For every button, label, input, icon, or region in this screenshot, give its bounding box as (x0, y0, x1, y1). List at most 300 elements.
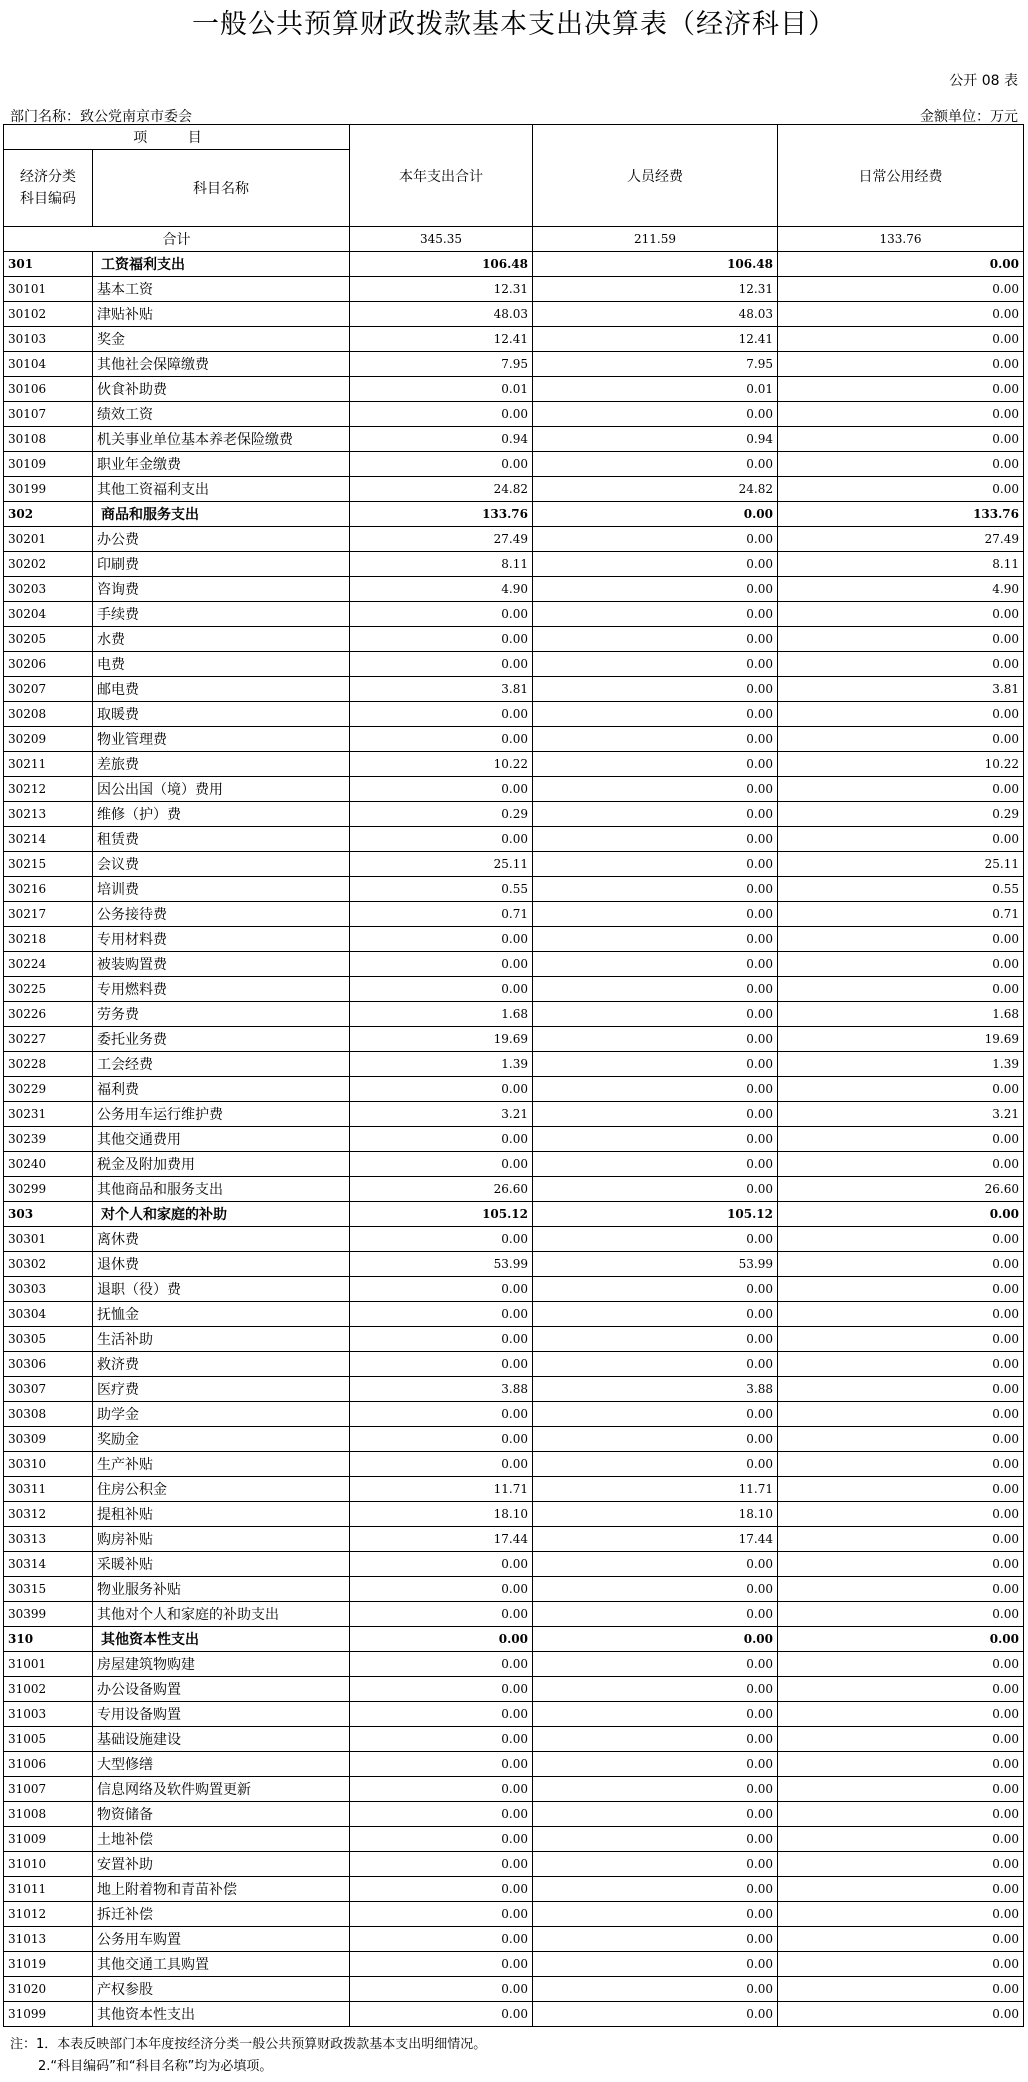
table-row (4, 552, 1024, 577)
row-daily: 1.68 (778, 1002, 1024, 1027)
row-total: 12.31 (350, 277, 533, 302)
row-personnel: 0.00 (533, 1002, 778, 1027)
row-personnel: 0.00 (533, 777, 778, 802)
row-code: 301 (4, 252, 93, 277)
row-daily: 0.00 (778, 827, 1024, 852)
row-name: 其他对个人和家庭的补助支出 (93, 1602, 350, 1627)
row-name: 救济费 (93, 1352, 350, 1377)
row-personnel: 0.00 (533, 1652, 778, 1677)
row-total: 3.88 (350, 1377, 533, 1402)
row-code: 30209 (4, 727, 93, 752)
row-name: 印刷费 (93, 552, 350, 577)
row-total: 0.71 (350, 902, 533, 927)
row-personnel: 53.99 (533, 1252, 778, 1277)
row-personnel: 0.00 (533, 1902, 778, 1927)
row-daily: 0.00 (778, 652, 1024, 677)
row-total: 0.00 (350, 1677, 533, 1702)
row-daily: 0.00 (778, 1077, 1024, 1102)
row-total: 0.00 (350, 1652, 533, 1677)
row-daily: 0.00 (778, 602, 1024, 627)
row-total: 0.00 (350, 1352, 533, 1377)
header-name: 科目名称 (93, 150, 350, 227)
table-row (4, 652, 1024, 677)
row-code: 30229 (4, 1077, 93, 1102)
row-name: 工会经费 (93, 1052, 350, 1077)
row-name: 离休费 (93, 1227, 350, 1252)
row-code: 31001 (4, 1652, 93, 1677)
row-personnel: 105.12 (533, 1202, 778, 1227)
row-code: 30102 (4, 302, 93, 327)
row-name: 其他资本性支出 (93, 1627, 350, 1652)
row-total: 0.00 (350, 1627, 533, 1652)
row-code: 31012 (4, 1902, 93, 1927)
row-daily: 0.00 (778, 302, 1024, 327)
row-name: 其他商品和服务支出 (93, 1177, 350, 1202)
row-total: 0.00 (350, 1902, 533, 1927)
row-personnel: 0.00 (533, 1827, 778, 1852)
row-daily: 0.00 (778, 1827, 1024, 1852)
table-row (4, 1027, 1024, 1052)
row-personnel: 0.00 (533, 1152, 778, 1177)
row-total: 26.60 (350, 1177, 533, 1202)
row-name: 助学金 (93, 1402, 350, 1427)
row-personnel: 0.00 (533, 727, 778, 752)
row-total: 7.95 (350, 352, 533, 377)
row-daily: 0.00 (778, 1727, 1024, 1752)
row-code: 30314 (4, 1552, 93, 1577)
row-personnel: 0.00 (533, 1077, 778, 1102)
row-personnel: 0.00 (533, 852, 778, 877)
row-personnel: 0.00 (533, 1777, 778, 1802)
row-code: 30225 (4, 977, 93, 1002)
amount-unit: 金额单位：万元 (920, 109, 1018, 125)
row-personnel: 0.00 (533, 577, 778, 602)
row-daily: 133.76 (778, 502, 1024, 527)
row-name: 物业管理费 (93, 727, 350, 752)
table-row (4, 1327, 1024, 1352)
row-daily: 0.00 (778, 1977, 1024, 2002)
row-code: 31008 (4, 1802, 93, 1827)
row-daily: 0.00 (778, 1327, 1024, 1352)
table-row (4, 752, 1024, 777)
row-personnel: 0.00 (533, 877, 778, 902)
row-daily: 0.00 (778, 427, 1024, 452)
row-name: 咨询费 (93, 577, 350, 602)
row-daily: 0.00 (778, 1852, 1024, 1877)
row-code: 310 (4, 1627, 93, 1652)
row-personnel: 0.00 (533, 502, 778, 527)
table-row (4, 677, 1024, 702)
row-personnel: 0.00 (533, 677, 778, 702)
row-name: 退休费 (93, 1252, 350, 1277)
table-row (4, 1002, 1024, 1027)
table-row (4, 1927, 1024, 1952)
row-total: 17.44 (350, 1527, 533, 1552)
row-code: 30304 (4, 1302, 93, 1327)
row-personnel: 0.00 (533, 1552, 778, 1577)
row-personnel: 0.00 (533, 1702, 778, 1727)
row-code: 30212 (4, 777, 93, 802)
row-name: 房屋建筑物购建 (93, 1652, 350, 1677)
table-body (4, 227, 1024, 2027)
row-personnel: 0.00 (533, 652, 778, 677)
row-total: 0.00 (350, 1752, 533, 1777)
row-code: 30226 (4, 1002, 93, 1027)
row-name: 生产补贴 (93, 1452, 350, 1477)
row-daily: 0.00 (778, 952, 1024, 977)
header-personnel: 人员经费 (533, 125, 778, 227)
row-personnel: 0.00 (533, 1627, 778, 1652)
row-name: 大型修缮 (93, 1752, 350, 1777)
row-personnel: 0.00 (533, 802, 778, 827)
row-daily: 0.00 (778, 1602, 1024, 1627)
row-daily: 4.90 (778, 577, 1024, 602)
row-personnel: 17.44 (533, 1527, 778, 1552)
row-personnel: 0.00 (533, 1952, 778, 1977)
row-personnel: 11.71 (533, 1477, 778, 1502)
row-total: 0.00 (350, 602, 533, 627)
row-total: 53.99 (350, 1252, 533, 1277)
table-row (4, 1427, 1024, 1452)
row-name: 办公费 (93, 527, 350, 552)
row-total: 0.00 (350, 1877, 533, 1902)
table-row (4, 1527, 1024, 1552)
row-total: 3.81 (350, 677, 533, 702)
table-row (4, 527, 1024, 552)
row-code: 30199 (4, 477, 93, 502)
row-daily: 1.39 (778, 1052, 1024, 1077)
table-row (4, 927, 1024, 952)
row-total: 0.55 (350, 877, 533, 902)
row-name: 地上附着物和青苗补偿 (93, 1877, 350, 1902)
row-code: 30217 (4, 902, 93, 927)
row-personnel: 3.88 (533, 1377, 778, 1402)
table-row (4, 1077, 1024, 1102)
row-personnel: 0.94 (533, 427, 778, 452)
row-name: 奖金 (93, 327, 350, 352)
table-row (4, 1477, 1024, 1502)
row-daily: 0.00 (778, 1402, 1024, 1427)
row-personnel: 0.00 (533, 827, 778, 852)
row-total: 0.00 (350, 1702, 533, 1727)
table-row (4, 1727, 1024, 1752)
table-row (4, 1552, 1024, 1577)
row-name: 对个人和家庭的补助 (93, 1202, 350, 1227)
row-daily: 0.00 (778, 1952, 1024, 1977)
table-row (4, 577, 1024, 602)
row-personnel: 12.31 (533, 277, 778, 302)
header-total: 本年支出合计 (350, 125, 533, 227)
row-code: 30203 (4, 577, 93, 602)
row-name: 绩效工资 (93, 402, 350, 427)
row-name: 电费 (93, 652, 350, 677)
table-row (4, 902, 1024, 927)
row-code: 30239 (4, 1127, 93, 1152)
row-daily: 0.00 (778, 1577, 1024, 1602)
category-row (4, 502, 1024, 527)
table-row (4, 1352, 1024, 1377)
row-code: 30108 (4, 427, 93, 452)
row-personnel: 0.00 (533, 1352, 778, 1377)
row-code: 30309 (4, 1427, 93, 1452)
row-personnel: 0.00 (533, 402, 778, 427)
row-code: 31007 (4, 1777, 93, 1802)
row-personnel: 0.00 (533, 1977, 778, 2002)
row-total: 18.10 (350, 1502, 533, 1527)
row-code: 30301 (4, 1227, 93, 1252)
row-name: 退职（役）费 (93, 1277, 350, 1302)
row-code: 30313 (4, 1527, 93, 1552)
row-daily: 0.00 (778, 1352, 1024, 1377)
row-total: 0.00 (350, 452, 533, 477)
row-daily: 0.00 (778, 1802, 1024, 1827)
row-code: 30205 (4, 627, 93, 652)
row-personnel: 0.00 (533, 1752, 778, 1777)
row-personnel: 0.00 (533, 1602, 778, 1627)
row-daily: 0.00 (778, 702, 1024, 727)
row-name: 采暖补贴 (93, 1552, 350, 1577)
table-row (4, 1827, 1024, 1852)
page-title: 一般公共预算财政拨款基本支出决算表（经济科目） (192, 9, 836, 40)
row-daily: 0.00 (778, 777, 1024, 802)
row-daily: 0.00 (778, 1427, 1024, 1452)
row-personnel: 0.00 (533, 1452, 778, 1477)
total-personnel: 211.59 (533, 227, 778, 252)
table-row (4, 1852, 1024, 1877)
row-personnel: 24.82 (533, 477, 778, 502)
row-code: 31006 (4, 1752, 93, 1777)
row-code: 31003 (4, 1702, 93, 1727)
category-row (4, 1202, 1024, 1227)
row-daily: 0.00 (778, 1202, 1024, 1227)
row-code: 30231 (4, 1102, 93, 1127)
row-daily: 0.00 (778, 1502, 1024, 1527)
row-name: 邮电费 (93, 677, 350, 702)
table-row (4, 1377, 1024, 1402)
table-row (4, 377, 1024, 402)
row-total: 0.00 (350, 1152, 533, 1177)
row-code: 30213 (4, 802, 93, 827)
table-row (4, 1652, 1024, 1677)
row-daily: 0.00 (778, 727, 1024, 752)
row-total: 19.69 (350, 1027, 533, 1052)
row-code: 303 (4, 1202, 93, 1227)
row-code: 31013 (4, 1927, 93, 1952)
row-name: 其他交通费用 (93, 1127, 350, 1152)
row-daily: 3.81 (778, 677, 1024, 702)
row-personnel: 0.00 (533, 1027, 778, 1052)
row-total: 0.00 (350, 1827, 533, 1852)
row-daily: 0.00 (778, 1302, 1024, 1327)
row-personnel: 0.00 (533, 1177, 778, 1202)
row-name: 基本工资 (93, 277, 350, 302)
row-name: 生活补助 (93, 1327, 350, 1352)
table-row (4, 327, 1024, 352)
table-row (4, 1777, 1024, 1802)
table-row (4, 1802, 1024, 1827)
row-daily: 0.29 (778, 802, 1024, 827)
row-total: 0.00 (350, 402, 533, 427)
row-personnel: 0.00 (533, 1127, 778, 1152)
row-name: 提租补贴 (93, 1502, 350, 1527)
row-daily: 0.00 (778, 1902, 1024, 1927)
row-total: 0.00 (350, 1577, 533, 1602)
row-personnel: 0.00 (533, 1102, 778, 1127)
row-daily: 0.00 (778, 452, 1024, 477)
row-personnel: 48.03 (533, 302, 778, 327)
row-personnel: 18.10 (533, 1502, 778, 1527)
row-code: 30218 (4, 927, 93, 952)
row-name: 其他社会保障缴费 (93, 352, 350, 377)
row-personnel: 0.00 (533, 1427, 778, 1452)
row-name: 专用燃料费 (93, 977, 350, 1002)
row-personnel: 0.00 (533, 1802, 778, 1827)
table-row (4, 1277, 1024, 1302)
row-daily: 0.00 (778, 2002, 1024, 2027)
row-code: 30214 (4, 827, 93, 852)
row-code: 30101 (4, 277, 93, 302)
note-2: 2.“科目编码”和“科目名称”均为必填项。 (38, 2059, 273, 2074)
row-name: 公务接待费 (93, 902, 350, 927)
table-row (4, 477, 1024, 502)
row-code: 30312 (4, 1502, 93, 1527)
row-daily: 0.00 (778, 1652, 1024, 1677)
row-daily: 0.00 (778, 1227, 1024, 1252)
table-row (4, 427, 1024, 452)
row-name: 公务用车购置 (93, 1927, 350, 1952)
row-code: 30306 (4, 1352, 93, 1377)
row-name: 职业年金缴费 (93, 452, 350, 477)
table-row (4, 1452, 1024, 1477)
row-daily: 0.00 (778, 477, 1024, 502)
row-personnel: 0.00 (533, 952, 778, 977)
total-row (4, 227, 1024, 252)
table-row (4, 302, 1024, 327)
row-daily: 0.00 (778, 927, 1024, 952)
row-total: 0.00 (350, 1452, 533, 1477)
row-name: 被装购置费 (93, 952, 350, 977)
row-personnel: 0.00 (533, 702, 778, 727)
footnotes (10, 2034, 486, 2078)
table-row (4, 877, 1024, 902)
row-total: 24.82 (350, 477, 533, 502)
row-name: 信息网络及软件购置更新 (93, 1777, 350, 1802)
row-personnel: 0.00 (533, 1577, 778, 1602)
row-daily: 25.11 (778, 852, 1024, 877)
row-code: 31011 (4, 1877, 93, 1902)
table-row (4, 1577, 1024, 1602)
row-code: 30227 (4, 1027, 93, 1052)
row-code: 30302 (4, 1252, 93, 1277)
row-daily: 0.00 (778, 327, 1024, 352)
table-row (4, 1877, 1024, 1902)
row-name: 伙食补助费 (93, 377, 350, 402)
table-row (4, 1702, 1024, 1727)
row-daily: 19.69 (778, 1027, 1024, 1052)
table-row (4, 952, 1024, 977)
row-daily: 0.00 (778, 1702, 1024, 1727)
row-total: 0.00 (350, 1552, 533, 1577)
table-row (4, 1752, 1024, 1777)
header-code-line1: 经济分类 (20, 169, 76, 185)
table-row (4, 1052, 1024, 1077)
row-total: 0.00 (350, 952, 533, 977)
row-total: 3.21 (350, 1102, 533, 1127)
row-total: 0.00 (350, 827, 533, 852)
row-code: 31019 (4, 1952, 93, 1977)
row-code: 30315 (4, 1577, 93, 1602)
row-code: 30202 (4, 552, 93, 577)
row-name: 福利费 (93, 1077, 350, 1102)
row-name: 其他交通工具购置 (93, 1952, 350, 1977)
row-personnel: 0.01 (533, 377, 778, 402)
row-daily: 3.21 (778, 1102, 1024, 1127)
total-total: 345.35 (350, 227, 533, 252)
row-total: 0.00 (350, 2002, 533, 2027)
row-total: 0.94 (350, 427, 533, 452)
row-name: 专用设备购置 (93, 1702, 350, 1727)
row-code: 30305 (4, 1327, 93, 1352)
table-row (4, 1602, 1024, 1627)
row-name: 购房补贴 (93, 1527, 350, 1552)
row-total: 0.00 (350, 1302, 533, 1327)
row-total: 0.00 (350, 1927, 533, 1952)
table-row (4, 1127, 1024, 1152)
row-total: 0.00 (350, 1327, 533, 1352)
row-total: 0.00 (350, 1777, 533, 1802)
row-code: 30107 (4, 402, 93, 427)
row-name: 拆迁补偿 (93, 1902, 350, 1927)
row-personnel: 0.00 (533, 1677, 778, 1702)
row-code: 30106 (4, 377, 93, 402)
row-name: 基础设施建设 (93, 1727, 350, 1752)
table-row (4, 1402, 1024, 1427)
row-personnel: 0.00 (533, 1877, 778, 1902)
row-daily: 27.49 (778, 527, 1024, 552)
row-personnel: 0.00 (533, 1402, 778, 1427)
header-code-line2: 科目编码 (20, 191, 76, 207)
table-row (4, 1302, 1024, 1327)
row-total: 0.00 (350, 627, 533, 652)
row-code: 31099 (4, 2002, 93, 2027)
row-daily: 0.00 (778, 377, 1024, 402)
row-name: 差旅费 (93, 752, 350, 777)
table-row (4, 402, 1024, 427)
table-row (4, 1952, 1024, 1977)
expenditure-table (3, 124, 1024, 2027)
row-daily: 0.00 (778, 277, 1024, 302)
row-total: 0.00 (350, 1077, 533, 1102)
row-daily: 0.00 (778, 1927, 1024, 1952)
row-code: 30399 (4, 1602, 93, 1627)
table-number: 公开 08 表 (949, 73, 1018, 89)
row-name: 劳务费 (93, 1002, 350, 1027)
row-total: 0.00 (350, 977, 533, 1002)
row-name: 办公设备购置 (93, 1677, 350, 1702)
row-total: 0.00 (350, 1402, 533, 1427)
table-row (4, 1177, 1024, 1202)
table-row (4, 1977, 1024, 2002)
row-name: 会议费 (93, 852, 350, 877)
row-name: 安置补助 (93, 1852, 350, 1877)
row-name: 其他资本性支出 (93, 2002, 350, 2027)
row-daily: 0.00 (778, 402, 1024, 427)
row-code: 30311 (4, 1477, 93, 1502)
row-total: 1.68 (350, 1002, 533, 1027)
row-total: 0.00 (350, 1127, 533, 1152)
row-total: 0.00 (350, 1952, 533, 1977)
row-total: 0.00 (350, 702, 533, 727)
